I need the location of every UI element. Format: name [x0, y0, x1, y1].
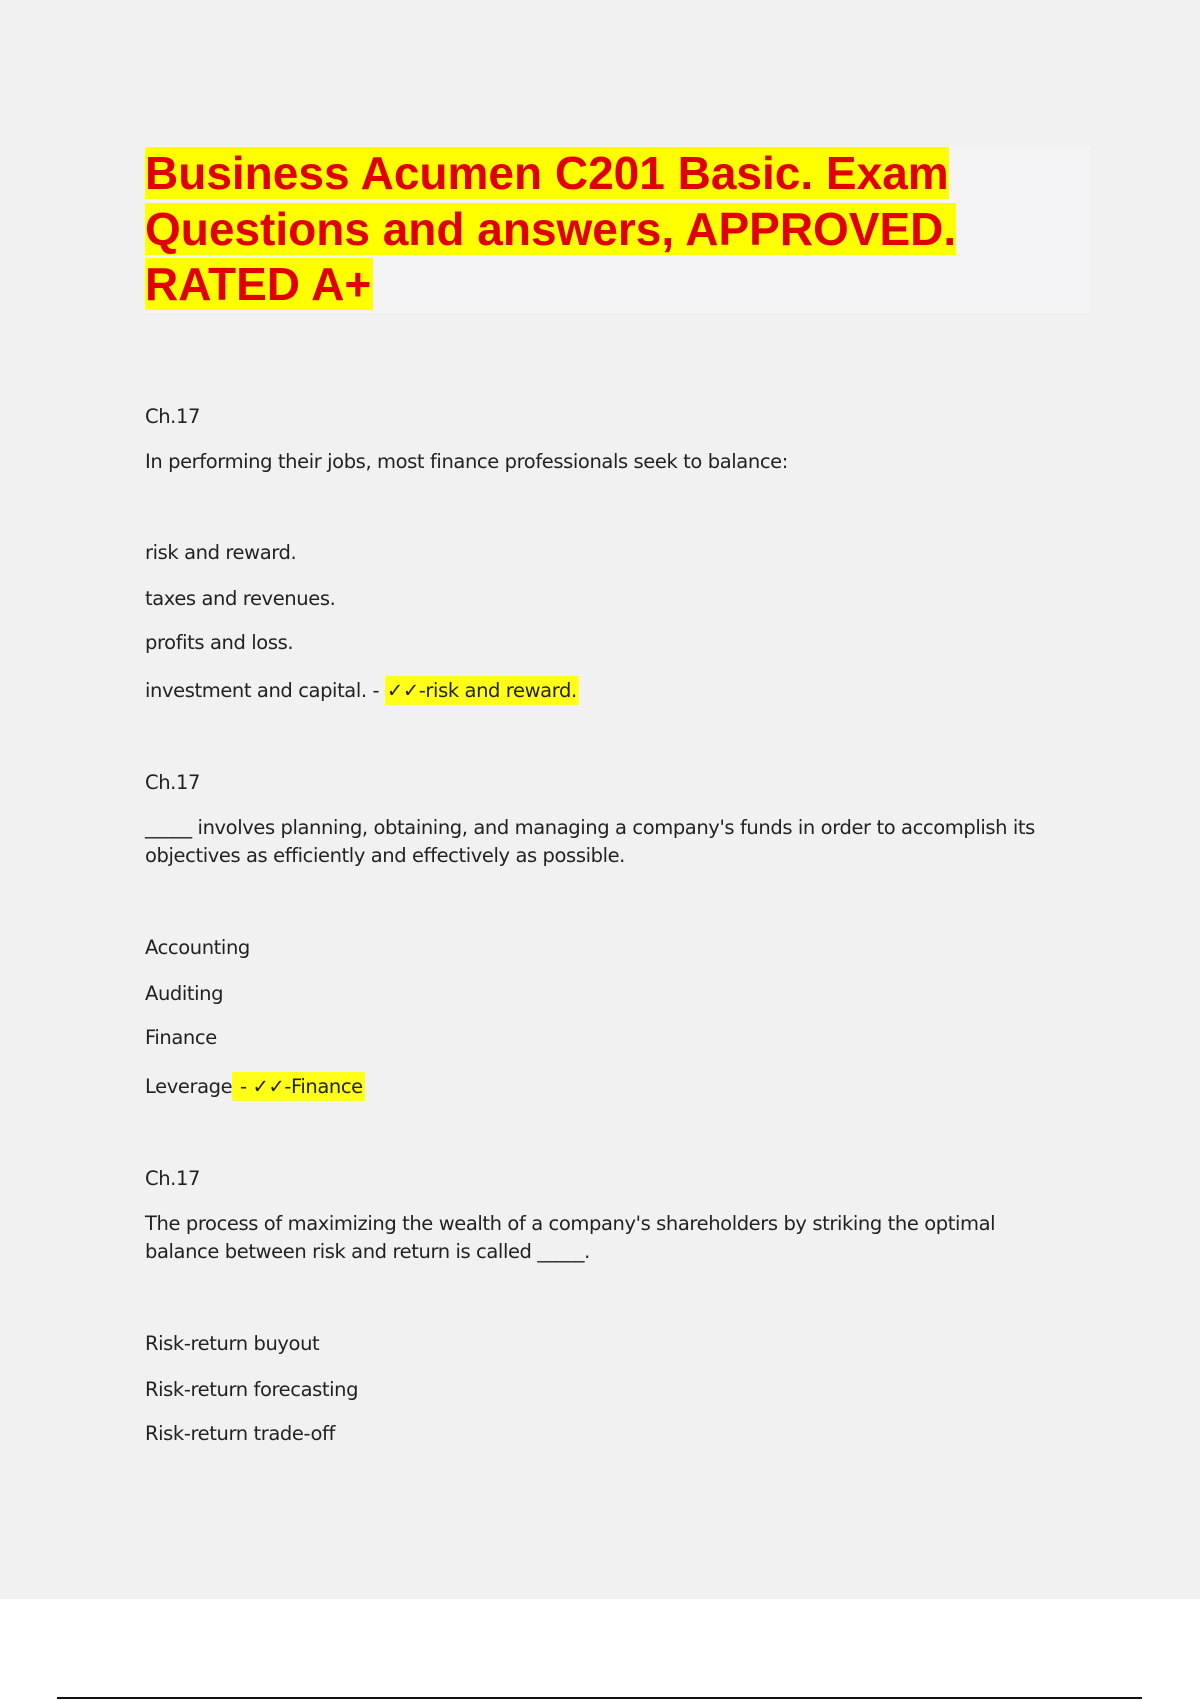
- question-2-chapter: Ch.17: [145, 771, 200, 794]
- question-1-option-4: investment and capital.: [145, 679, 367, 702]
- question-2-option-4-row: [145, 1075, 365, 1098]
- question-2-answer-row: [232, 1072, 365, 1101]
- footer-divider: [57, 1697, 1142, 1699]
- question-2-separator: -: [234, 1075, 253, 1098]
- question-1-separator: -: [366, 679, 385, 702]
- question-3-option-1: Risk-return buyout: [145, 1332, 320, 1355]
- question-1-chapter: Ch.17: [145, 405, 200, 428]
- question-1-option-2: taxes and revenues.: [145, 587, 336, 610]
- question-1-answer: ✓✓-risk and reward.: [385, 676, 579, 705]
- document-title-text: Business Acumen C201 Basic. Exam Questions and answers, APPROVED. RATED A+: [145, 147, 957, 310]
- question-1-option-4-row: [145, 679, 579, 702]
- question-2-option-2: Auditing: [145, 982, 224, 1005]
- question-1-prompt: In performing their jobs, most finance professionals seek to balance:: [145, 450, 788, 473]
- question-3-option-2: Risk-return forecasting: [145, 1378, 359, 1401]
- question-3-chapter: Ch.17: [145, 1167, 200, 1190]
- question-2-prompt: _____ involves planning, obtaining, and managing a company's funds in order to accomplish its objectives as efficiently and effectively as possible.: [145, 816, 1035, 867]
- question-3-option-3: Risk-return trade-off: [145, 1422, 335, 1445]
- question-2-option-3: Finance: [145, 1026, 217, 1049]
- question-3-prompt: The process of maximizing the wealth of a company's shareholders by striking the optimal balance between risk and return is called _____.: [145, 1212, 996, 1263]
- title-block: [145, 146, 1090, 313]
- question-2-answer: ✓✓-Finance: [252, 1075, 363, 1098]
- question-2-option-1: Accounting: [145, 936, 250, 959]
- question-1-option-1: risk and reward.: [145, 541, 297, 564]
- document-title: [145, 146, 1025, 313]
- question-1-option-3: profits and loss.: [145, 631, 294, 654]
- question-2-option-4: Leverage: [145, 1075, 233, 1098]
